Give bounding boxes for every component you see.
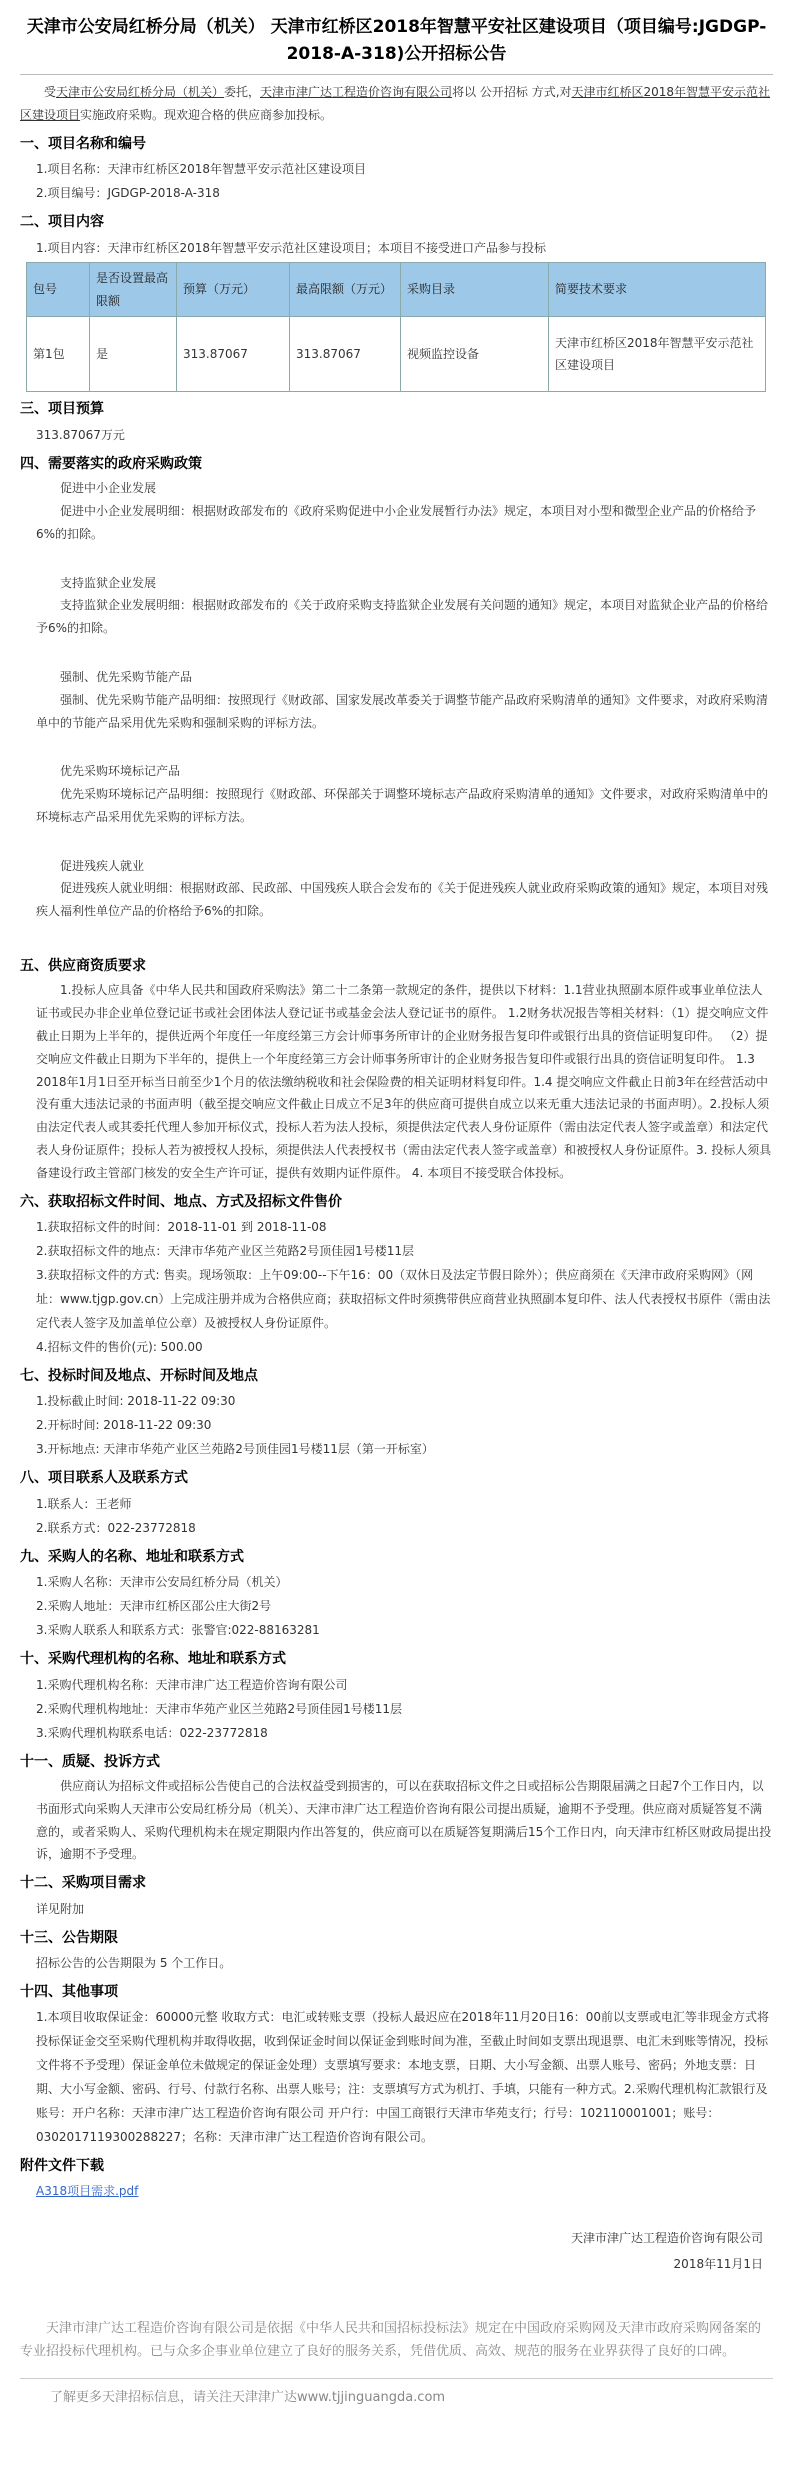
spacer <box>20 829 773 855</box>
policy-title: 优先采购环境标记产品 <box>60 764 181 779</box>
package-table <box>26 262 766 393</box>
footer-divider <box>20 2378 773 2379</box>
table-header-row <box>27 262 766 317</box>
column-header: 简要技术要求 <box>549 262 766 317</box>
column-header: 是否设置最高限额 <box>90 262 177 317</box>
policy-detail: 促进残疾人就业明细：根据财政部、民政部、中国残疾人联合会发布的《关于促进残疾人就业政府采购政策的通知》规定，本项目对残疾人福利性单位产品的价格给予6%的扣除。 <box>36 881 769 919</box>
project-content: 1.项目内容：天津市红桥区2018年智慧平安示范社区建设项目；本项目不接受进口产品参与投标 <box>36 240 546 255</box>
spacer <box>20 640 773 666</box>
spacer <box>20 2203 773 2225</box>
project-number: 2.项目编号：JGDGP-2018-A-318 <box>36 186 220 201</box>
attachment-list <box>20 2180 773 2203</box>
other-matters-text: 1.本项目收取保证金：60000元整 收取方式：电汇或转账支票（投标人最迟应在2018年11月20日16：00前以支票或电汇等非现金方式将投标保证金交至采购代理机构并取得收据，收到保证金时间以保证金到账时间为准，至截止时间如支票出现退票、电汇未到账等情况，投标文件将不予受理）保证金单位未做规定的保证金处理）支票填写要求：本地支票，日期、大小写金额、出票人账号、密码；外地支票：日期、大小写金额、密码、行号、付款行名称、出票人账号；注：支票填写方式为机打、手填，只能有一种方式。2.采购代理机构汇款银行及账号：开户名称：天津市津广达工程造价咨询有限公司 开户行：中国工商银行天津市华苑支行；行号：102110001001；账号：0302017119300288227；名称：天津市津广达工程造价咨询有限公司。 <box>36 2010 770 2145</box>
policy-detail: 优先采购环境标记产品明细：按照现行《财政部、环保部关于调整环境标志产品政府采购清单的通知》文件要求，对政府采购清单中的环境标志产品采用优先采购的评标方法。 <box>36 787 769 824</box>
column-header: 预算（万元） <box>177 262 290 317</box>
policy-title: 促进残疾人就业 <box>60 858 145 873</box>
spacer <box>20 923 773 949</box>
table-cell: 313.87067 <box>177 317 290 392</box>
project-name: 1.项目名称：天津市红桥区2018年智慧平安示范社区建设项目 <box>36 162 366 177</box>
policy-title: 促进中小企业发展 <box>60 481 157 496</box>
section-8-heading: 八、项目联系人及联系方式 <box>20 1470 188 1487</box>
purchaser-address: 2.采购人地址：天津市红桥区邵公庄大街2号 <box>36 1599 272 1614</box>
footer-follow-text: 了解更多天津招标信息，请关注天津津广达www.tjjinguangda.com <box>50 2389 446 2405</box>
page-title: 天津市公安局红桥分局（机关） 天津市红桥区2018年智慧平安社区建设项目（项目编号:JGDGP-2018-A-318)公开招标公告 <box>26 17 767 65</box>
intro-text: 受 <box>44 85 57 100</box>
policy-title: 强制、优先采购节能产品 <box>60 669 193 684</box>
policy-detail: 强制、优先采购节能产品明细：按照现行《财政部、国家发展改革委关于调整节能产品政府采购清单的通知》文件要求，对政府采购清单中的节能产品采用优先采购和强制采购的评标方法。 <box>36 692 769 730</box>
section-7-heading: 七、投标时间及地点、开标时间及地点 <box>20 1368 258 1385</box>
agency-address: 2.采购代理机构地址：天津市华苑产业区兰苑路2号顶佳园1号楼11层 <box>36 1701 402 1716</box>
section-6-heading: 六、获取招标文件时间、地点、方式及招标文件售价 <box>20 1193 342 1210</box>
opening-location: 3.开标地点: 天津市华苑产业区兰苑路2号顶佳园1号楼11层（第一开标室） <box>36 1442 434 1457</box>
site-footer <box>20 2318 773 2409</box>
bid-deadline: 1.投标截止时间: 2018-11-22 09:30 <box>36 1394 236 1409</box>
policy-detail: 支持监狱企业发展明细：根据财政部发布的《关于政府采购支持监狱企业发展有关问题的通知》规定，本项目对监狱企业产品的价格给予6%的扣除。 <box>36 598 769 636</box>
spacer <box>20 734 773 760</box>
policy-title: 支持监狱企业发展 <box>60 575 157 590</box>
section-1-heading: 一、项目名称和编号 <box>20 135 146 152</box>
signature-date: 2018年11月1日 <box>673 2256 763 2271</box>
section-9-heading: 九、采购人的名称、地址和联系方式 <box>20 1548 244 1565</box>
purchaser-name: 1.采购人名称：天津市公安局红桥分局（机关） <box>36 1575 288 1590</box>
table-cell: 天津市红桥区2018年智慧平安示范社区建设项目 <box>549 317 766 392</box>
intro-paragraph <box>20 81 773 127</box>
attachment-link[interactable]: A318项目需求.pdf <box>36 2183 139 2198</box>
section-13-heading: 十三、公告期限 <box>20 1929 118 1946</box>
announcement-document <box>20 0 773 2277</box>
doc-price: 4.招标文件的售价(元): 500.00 <box>36 1340 203 1355</box>
column-header: 采购目录 <box>401 262 549 317</box>
budget-value: 313.87067万元 <box>36 427 125 442</box>
contact-person: 1.联系人：王老师 <box>36 1496 132 1511</box>
complaint-text: 供应商认为招标文件或招标公告使自己的合法权益受到损害的，可以在获取招标文件之日或招标公告期限届满之日起7个工作日内，以书面形式向采购人天津市公安局红桥分局（机关）、天津市津广达工程造价咨询有限公司提出质疑，逾期不予受理。供应商对质疑答复不满意的，或者采购人、采购代理机构未在规定期限内作出答复的，供应商可以在质疑答复期满后15个工作日内，向天津市红桥区财政局提出投诉，逾期不予受理。 <box>36 1778 772 1862</box>
table-cell: 是 <box>90 317 177 392</box>
project-link[interactable]: 天津市红桥区2018年智慧平安示范社区建设项目 <box>20 85 771 123</box>
table-cell: 313.87067 <box>290 317 401 392</box>
qualification-text: 1.投标人应具备《中华人民共和国政府采购法》第二十二条第一款规定的条件，提供以下材料：1.1营业执照副本原件或事业单位法人证书或民办非企业单位登记证书或社会团体法人登记证书或基金会法人登记证书的原件。 1.2财务状况报告等相关材料：（1）提交响应文件截止日期为上半年的，提供近两个年度任一年度经第三方会计师事务所审计的企业财务报告复印件或银行出具的资信证明复印件。 （2）提交响应文件截止日期为下半年的，提供上一个年度经第三方会计师事务所审计的企业财务报告复印件或银行出具的资信证明复印件。 1.3 2018年1月1日至开标当日前至少1个月的依法缴纳税收和社会保险费的相关证明材料复印件。1.4 提交响应文件截止日前3年在经营活动中没有重大违法记录的书面声明（截至提交响应文件截止日成立不足3年的供应商可提供自成立以来无重大违法记录的书面声明）。2.投标人须由法定代表人或其委托代理人参加开标仪式，投标人若为法人投标，须提供法定代表人身份证原件（需由法定代表人签字或盖章）和法定代表人身份证原件；投标人若为被授权人投标，须提供法人代表授权书（需由法定代表人签字或盖章）和被授权人身份证原件。3. 投标人须具备建设行政主管部门核发的安全生产许可证，提供有效期内证件原件。 4. 本项目不接受联合体投标。 <box>36 983 772 1180</box>
doc-location: 2.获取招标文件的地点：天津市华苑产业区兰苑路2号顶佳园1号楼11层 <box>36 1244 414 1259</box>
section-3-heading: 三、项目预算 <box>20 401 104 418</box>
section-14-heading: 十四、其他事项 <box>20 1983 118 2000</box>
section-4-heading: 四、需要落实的政府采购政策 <box>20 455 202 472</box>
section-11-heading: 十一、质疑、投诉方式 <box>20 1753 160 1770</box>
agent-link[interactable]: 天津市津广达工程造价咨询有限公司 <box>260 85 453 100</box>
signature-org: 天津市津广达工程造价咨询有限公司 <box>570 2230 763 2245</box>
intro-text: 将以 公开招标 方式,对 <box>452 85 572 100</box>
column-header: 最高限额（万元） <box>290 262 401 317</box>
policy-detail: 促进中小企业发展明细：根据财政部发布的《政府采购促进中小企业发展暂行办法》规定，本项目对小型和微型企业产品的价格给予6%的扣除。 <box>36 503 757 541</box>
title-divider <box>20 74 773 75</box>
section-5-heading: 五、供应商资质要求 <box>20 958 146 975</box>
table-row <box>27 317 766 392</box>
agency-phone: 3.采购代理机构联系电话：022-23772818 <box>36 1725 268 1740</box>
doc-time: 1.获取招标文件的时间：2018-11-01 到 2018-11-08 <box>36 1220 327 1235</box>
purchaser-link[interactable]: 天津市公安局红桥分局（机关） <box>56 85 225 100</box>
spacer <box>20 546 773 572</box>
notice-period: 招标公告的公告期限为 5 个工作日。 <box>36 1955 232 1970</box>
table-cell: 视频监控设备 <box>401 317 549 392</box>
table-cell: 第1包 <box>27 317 90 392</box>
intro-text: 实施政府采购。现欢迎合格的供应商参加投标。 <box>80 108 333 123</box>
footer-description: 天津市津广达工程造价咨询有限公司是依据《中华人民共和国招标投标法》规定在中国政府采购网及天津市政府采购网备案的专业招投标代理机构。已与众多企事业单位建立了良好的服务关系，凭借优质、高效、规范的服务在业界获得了良好的口碑。 <box>20 2321 762 2359</box>
contact-phone: 2.联系方式：022-23772818 <box>36 1520 196 1535</box>
intro-text: 委托， <box>224 85 261 100</box>
section-12-heading: 十二、采购项目需求 <box>20 1875 146 1892</box>
column-header: 包号 <box>27 262 90 317</box>
section-2-heading: 二、项目内容 <box>20 214 104 231</box>
section-10-heading: 十、采购代理机构的名称、地址和联系方式 <box>20 1651 286 1668</box>
requirements-note: 详见附加 <box>36 1901 85 1916</box>
agency-name: 1.采购代理机构名称：天津市津广达工程造价咨询有限公司 <box>36 1677 348 1692</box>
doc-method: 3.获取招标文件的方式: 售卖。现场领取：上午09:00--下午16：00（双休日及法定节假日除外）；供应商须在《天津市政府采购网》（网址：www.tjgp.gov.cn）上完成注册并成为合格供应商；获取招标文件时须携带供应商营业执照副本复印件、法人代表授权书原件（需由法定代表人签字及加盖单位公章）及被授权人身份证原件。 <box>36 1268 771 1331</box>
purchaser-contact: 3.采购人联系人和联系方式：张警官:022-88163281 <box>36 1623 320 1638</box>
opening-time: 2.开标时间: 2018-11-22 09:30 <box>36 1418 212 1433</box>
attachment-heading: 附件文件下载 <box>20 2158 104 2175</box>
